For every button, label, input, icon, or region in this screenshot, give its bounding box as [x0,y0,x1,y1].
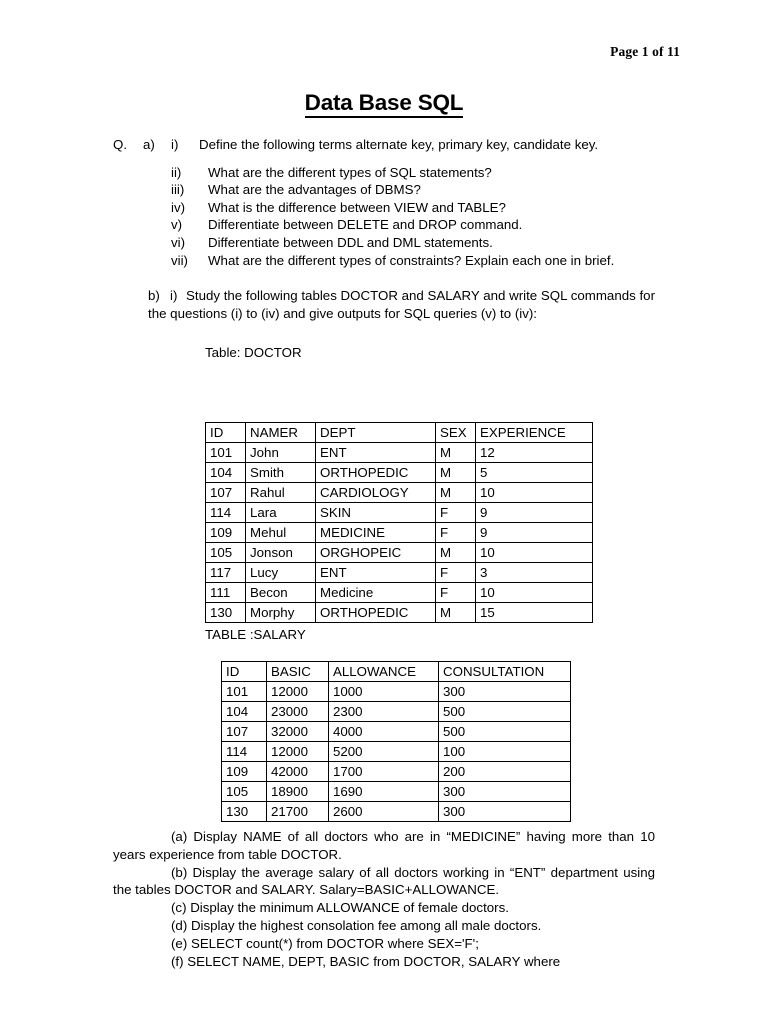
part-b-marker: b) [148,288,160,304]
doctor-table-container [205,422,593,623]
cell-dept: ORGHOPEIC [316,543,436,563]
cell-id: 130 [222,802,267,822]
cell-allowance: 2600 [329,802,439,822]
cell-dept: CARDIOLOGY [316,483,436,503]
question-a-item-ii-text: What are the different types of SQL statements? [208,164,492,180]
doctor-table [205,422,593,623]
cell-consultation: 500 [439,702,571,722]
question-a-item-iv-text: What is the difference between VIEW and TABLE? [208,199,506,215]
question-a-item-vi [113,234,655,252]
cell-experience: 10 [476,583,593,603]
question-a-item-vii [113,252,655,270]
table-row [206,443,593,463]
cell-id: 130 [206,603,246,623]
cell-namer: Jonson [246,543,316,563]
cell-experience: 9 [476,503,593,523]
table-row [206,483,593,503]
numeral-i: i) [171,137,179,152]
cell-id: 105 [222,782,267,802]
numeral-vii: vii) [171,252,188,268]
cell-id: 104 [222,702,267,722]
table-row [222,722,571,742]
numeral-ii: ii) [171,164,182,180]
part-b-numeral-i: i) [170,288,178,304]
column-header-basic: BASIC [267,662,329,682]
sql-question-b: (b) Display the average salary of all doctors working in “ENT” department using the tables DOCTOR and SALARY. Salary=BASIC+ALLOWANCE. [113,864,655,898]
cell-allowance: 1000 [329,682,439,702]
spacer [113,269,655,287]
salary-table-caption: TABLE :SALARY [205,627,306,642]
cell-namer: Lucy [246,563,316,583]
cell-id: 114 [206,503,246,523]
table-row [222,742,571,762]
cell-allowance: 1700 [329,762,439,782]
cell-sex: M [436,483,476,503]
cell-id: 114 [222,742,267,762]
cell-consultation: 500 [439,722,571,742]
cell-allowance: 1690 [329,782,439,802]
cell-basic: 21700 [267,802,329,822]
cell-basic: 12000 [267,682,329,702]
question-a-item-iii-text: What are the advantages of DBMS? [208,182,421,198]
cell-sex: M [436,543,476,563]
question-a-item-iv [113,199,655,217]
question-a-item-v-text: Differentiate between DELETE and DROP command. [208,217,523,233]
column-header-id: ID [222,662,267,682]
page-number-header: Page 1 of 11 [610,44,680,59]
cell-namer: Lara [246,503,316,523]
cell-dept: SKIN [316,503,436,523]
cell-sex: F [436,523,476,543]
table-header-row [222,662,571,682]
cell-id: 107 [206,483,246,503]
cell-basic: 18900 [267,782,329,802]
cell-namer: Smith [246,463,316,483]
cell-dept: ENT [316,563,436,583]
table-row [206,503,593,523]
column-header-experience: EXPERIENCE [476,423,593,443]
question-a-block [113,136,655,362]
question-marker: Q. [113,137,128,152]
cell-id: 104 [206,463,246,483]
sql-question-e: (e) SELECT count(*) from DOCTOR where SEX='F'; [171,935,479,951]
cell-sex: M [436,463,476,483]
cell-allowance: 2300 [329,702,439,722]
cell-basic: 12000 [267,742,329,762]
cell-dept: ORTHOPEDIC [316,463,436,483]
cell-id: 109 [206,523,246,543]
table-row [222,762,571,782]
table-row [206,463,593,483]
cell-basic: 32000 [267,722,329,742]
table-row [206,603,593,623]
cell-namer: Rahul [246,483,316,503]
question-b-text: Study the following tables DOCTOR and SALARY and write SQL commands for the questions (i) to (iv) and give outputs for SQL queries (v) to (iv): [148,288,655,321]
cell-consultation: 300 [439,802,571,822]
table-row [222,782,571,802]
cell-dept: ORTHOPEDIC [316,603,436,623]
spacer [113,322,655,344]
sql-question-f: (f) SELECT NAME, DEPT, BASIC from DOCTOR, SALARY where [171,953,561,969]
cell-experience: 12 [476,443,593,463]
salary-table-container [221,661,571,822]
cell-id: 105 [206,543,246,563]
cell-dept: ENT [316,443,436,463]
table-row [206,523,593,543]
column-header-namer: NAMER [246,423,316,443]
cell-id: 101 [206,443,246,463]
question-a-item-i [113,136,655,154]
cell-sex: M [436,443,476,463]
cell-experience: 3 [476,563,593,583]
page-title-text: Data Base SQL [305,90,464,118]
table-header-row [206,423,593,443]
table-row [206,543,593,563]
cell-consultation: 100 [439,742,571,762]
table-row [222,682,571,702]
question-a-item-ii [113,164,655,182]
cell-id: 109 [222,762,267,782]
table-row [206,583,593,603]
question-a-item-i-text: Define the following terms alternate key, primary key, candidate key. [199,137,599,152]
sql-question-c: (c) Display the minimum ALLOWANCE of female doctors. [171,900,509,916]
doctor-table-caption: Table: DOCTOR [205,345,302,361]
salary-table [221,661,571,822]
numeral-vi: vi) [171,234,186,250]
cell-dept: Medicine [316,583,436,603]
table-row [206,563,593,583]
cell-id: 111 [206,583,246,603]
part-a-marker: a) [143,137,155,152]
table-row [222,802,571,822]
cell-namer: Becon [246,583,316,603]
cell-id: 107 [222,722,267,742]
cell-sex: F [436,563,476,583]
cell-namer: John [246,443,316,463]
column-header-id: ID [206,423,246,443]
page-title [0,90,768,116]
cell-experience: 9 [476,523,593,543]
question-a-item-vi-text: Differentiate between DDL and DML statements. [208,234,493,250]
cell-namer: Morphy [246,603,316,623]
numeral-v: v) [171,217,183,233]
numeral-iii: iii) [171,182,185,198]
table-row [222,702,571,722]
cell-experience: 15 [476,603,593,623]
sql-question-d: (d) Display the highest consolation fee among all male doctors. [171,917,542,933]
cell-id: 117 [206,563,246,583]
cell-allowance: 4000 [329,722,439,742]
question-a-item-vii-text: What are the different types of constraints? Explain each one in brief. [208,252,615,268]
spacer [113,154,655,164]
cell-consultation: 200 [439,762,571,782]
numeral-iv: iv) [171,199,186,215]
cell-consultation: 300 [439,782,571,802]
cell-id: 101 [222,682,267,702]
question-a-item-iii [113,181,655,199]
salary-caption-container [113,627,655,642]
cell-namer: Mehul [246,523,316,543]
question-a-item-v [113,216,655,234]
question-b-block [113,287,655,322]
cell-allowance: 5200 [329,742,439,762]
column-header-dept: DEPT [316,423,436,443]
cell-dept: MEDICINE [316,523,436,543]
cell-experience: 10 [476,483,593,503]
cell-experience: 10 [476,543,593,563]
cell-sex: M [436,603,476,623]
column-header-sex: SEX [436,423,476,443]
column-header-allowance: ALLOWANCE [329,662,439,682]
cell-basic: 23000 [267,702,329,722]
cell-sex: F [436,583,476,603]
column-header-consultation: CONSULTATION [439,662,571,682]
sql-question-a: (a) Display NAME of all doctors who are in “MEDICINE” having more than 10 years experience from table DOCTOR. [113,829,655,862]
sql-questions-block [113,828,655,970]
cell-sex: F [436,503,476,523]
cell-experience: 5 [476,463,593,483]
cell-basic: 42000 [267,762,329,782]
cell-consultation: 300 [439,682,571,702]
